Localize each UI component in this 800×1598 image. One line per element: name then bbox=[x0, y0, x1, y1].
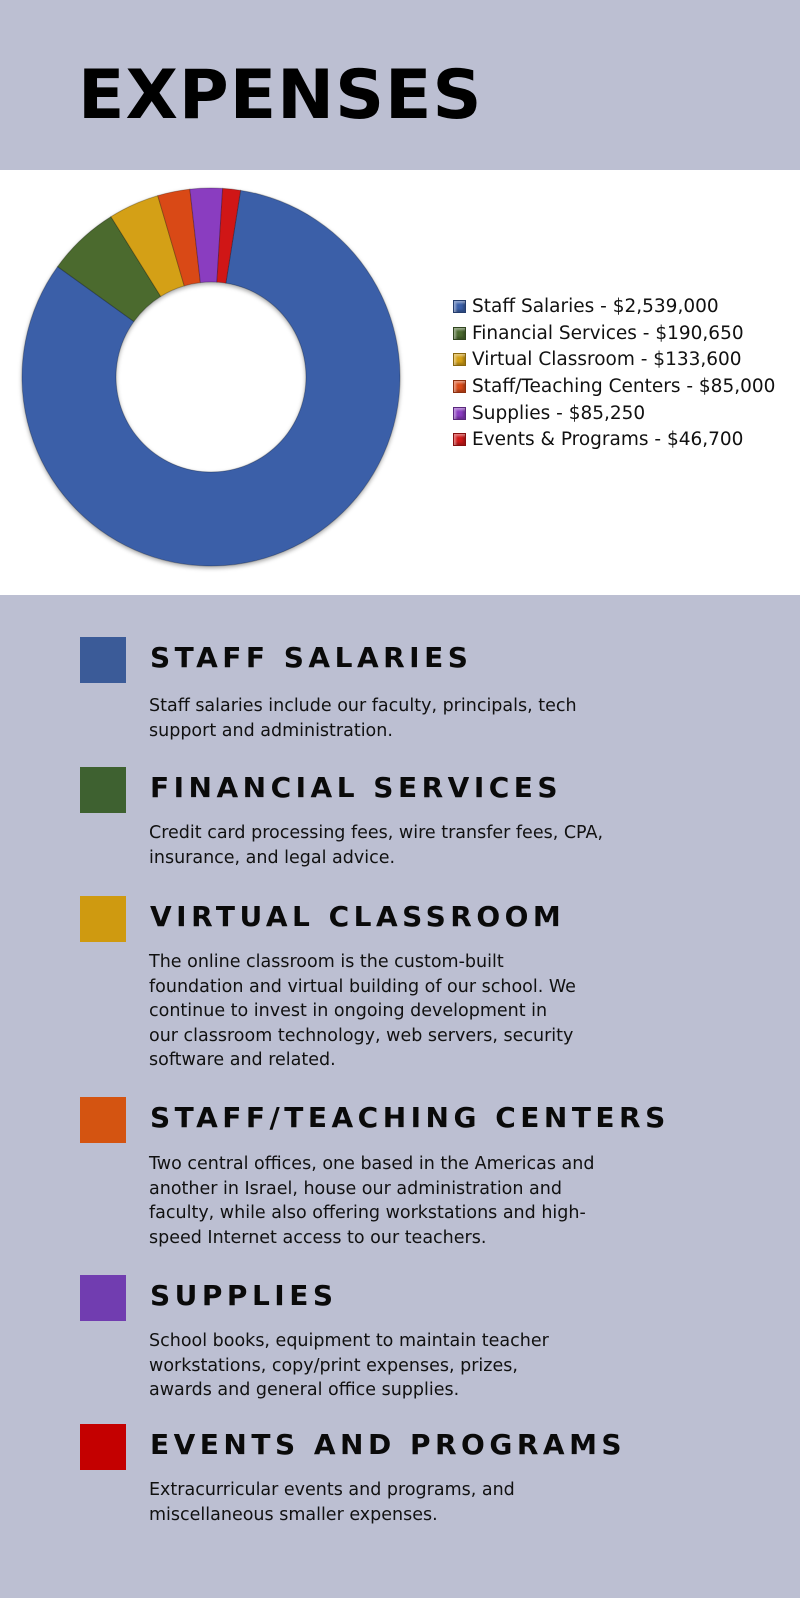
events-and-programs-swatch bbox=[80, 1424, 126, 1470]
legend-label: Events & Programs - $46,700 bbox=[472, 429, 744, 451]
section-description: School books, equipment to maintain teacher workstations, copy/print expenses, prizes, awards and general office supplies. bbox=[149, 1331, 549, 1400]
virtual-classroom-swatch bbox=[80, 896, 126, 942]
section-description: Staff salaries include our faculty, principals, tech support and administration. bbox=[149, 696, 577, 741]
page-title: EXPENSES bbox=[78, 56, 483, 135]
legend-label: Virtual Classroom - $133,600 bbox=[472, 349, 742, 371]
chart-panel bbox=[0, 170, 800, 595]
section-title: STAFF/TEACHING CENTERS bbox=[150, 1101, 670, 1134]
section-title: STAFF SALARIES bbox=[150, 641, 473, 674]
staff-teaching-centers-swatch bbox=[80, 1097, 126, 1143]
legend-swatch bbox=[453, 353, 466, 366]
legend-swatch bbox=[453, 327, 466, 340]
legend-label: Staff/Teaching Centers - $85,000 bbox=[472, 375, 776, 397]
section-description: Two central offices, one based in the Americas and another in Israel, house our administration and faculty, while also offering workstations and high-speed Internet access to our teachers. bbox=[149, 1154, 595, 1248]
legend-label: Staff Salaries - $2,539,000 bbox=[472, 295, 719, 317]
section-title: VIRTUAL CLASSROOM bbox=[150, 900, 566, 933]
legend-item bbox=[453, 346, 775, 373]
legend-swatch bbox=[453, 300, 466, 313]
legend-label: Financial Services - $190,650 bbox=[472, 322, 744, 344]
section-title: SUPPLIES bbox=[150, 1279, 338, 1312]
legend-item bbox=[453, 320, 775, 347]
legend-item bbox=[453, 426, 775, 453]
donut-chart bbox=[0, 170, 440, 595]
financial-services-swatch bbox=[80, 767, 126, 813]
section-description: Extracurricular events and programs, and miscellaneous smaller expenses. bbox=[149, 1480, 515, 1525]
section-title: FINANCIAL SERVICES bbox=[150, 771, 563, 804]
header-band bbox=[0, 0, 800, 170]
legend-item bbox=[453, 400, 775, 427]
chart-legend bbox=[453, 293, 775, 453]
supplies-swatch bbox=[80, 1275, 126, 1321]
legend-swatch bbox=[453, 407, 466, 420]
section-description: The online classroom is the custom-built foundation and virtual building of our school. We continue to invest in ongoing development in our classroom technology, web servers, security software and related. bbox=[149, 952, 576, 1070]
legend-label: Supplies - $85,250 bbox=[472, 402, 646, 424]
section-title: EVENTS AND PROGRAMS bbox=[150, 1428, 627, 1461]
section-description: Credit card processing fees, wire transfer fees, CPA, insurance, and legal advice. bbox=[149, 823, 604, 868]
legend-swatch bbox=[453, 380, 466, 393]
legend-item bbox=[453, 373, 775, 400]
legend-item bbox=[453, 293, 775, 320]
staff-salaries-swatch bbox=[80, 637, 126, 683]
legend-swatch bbox=[453, 433, 466, 446]
